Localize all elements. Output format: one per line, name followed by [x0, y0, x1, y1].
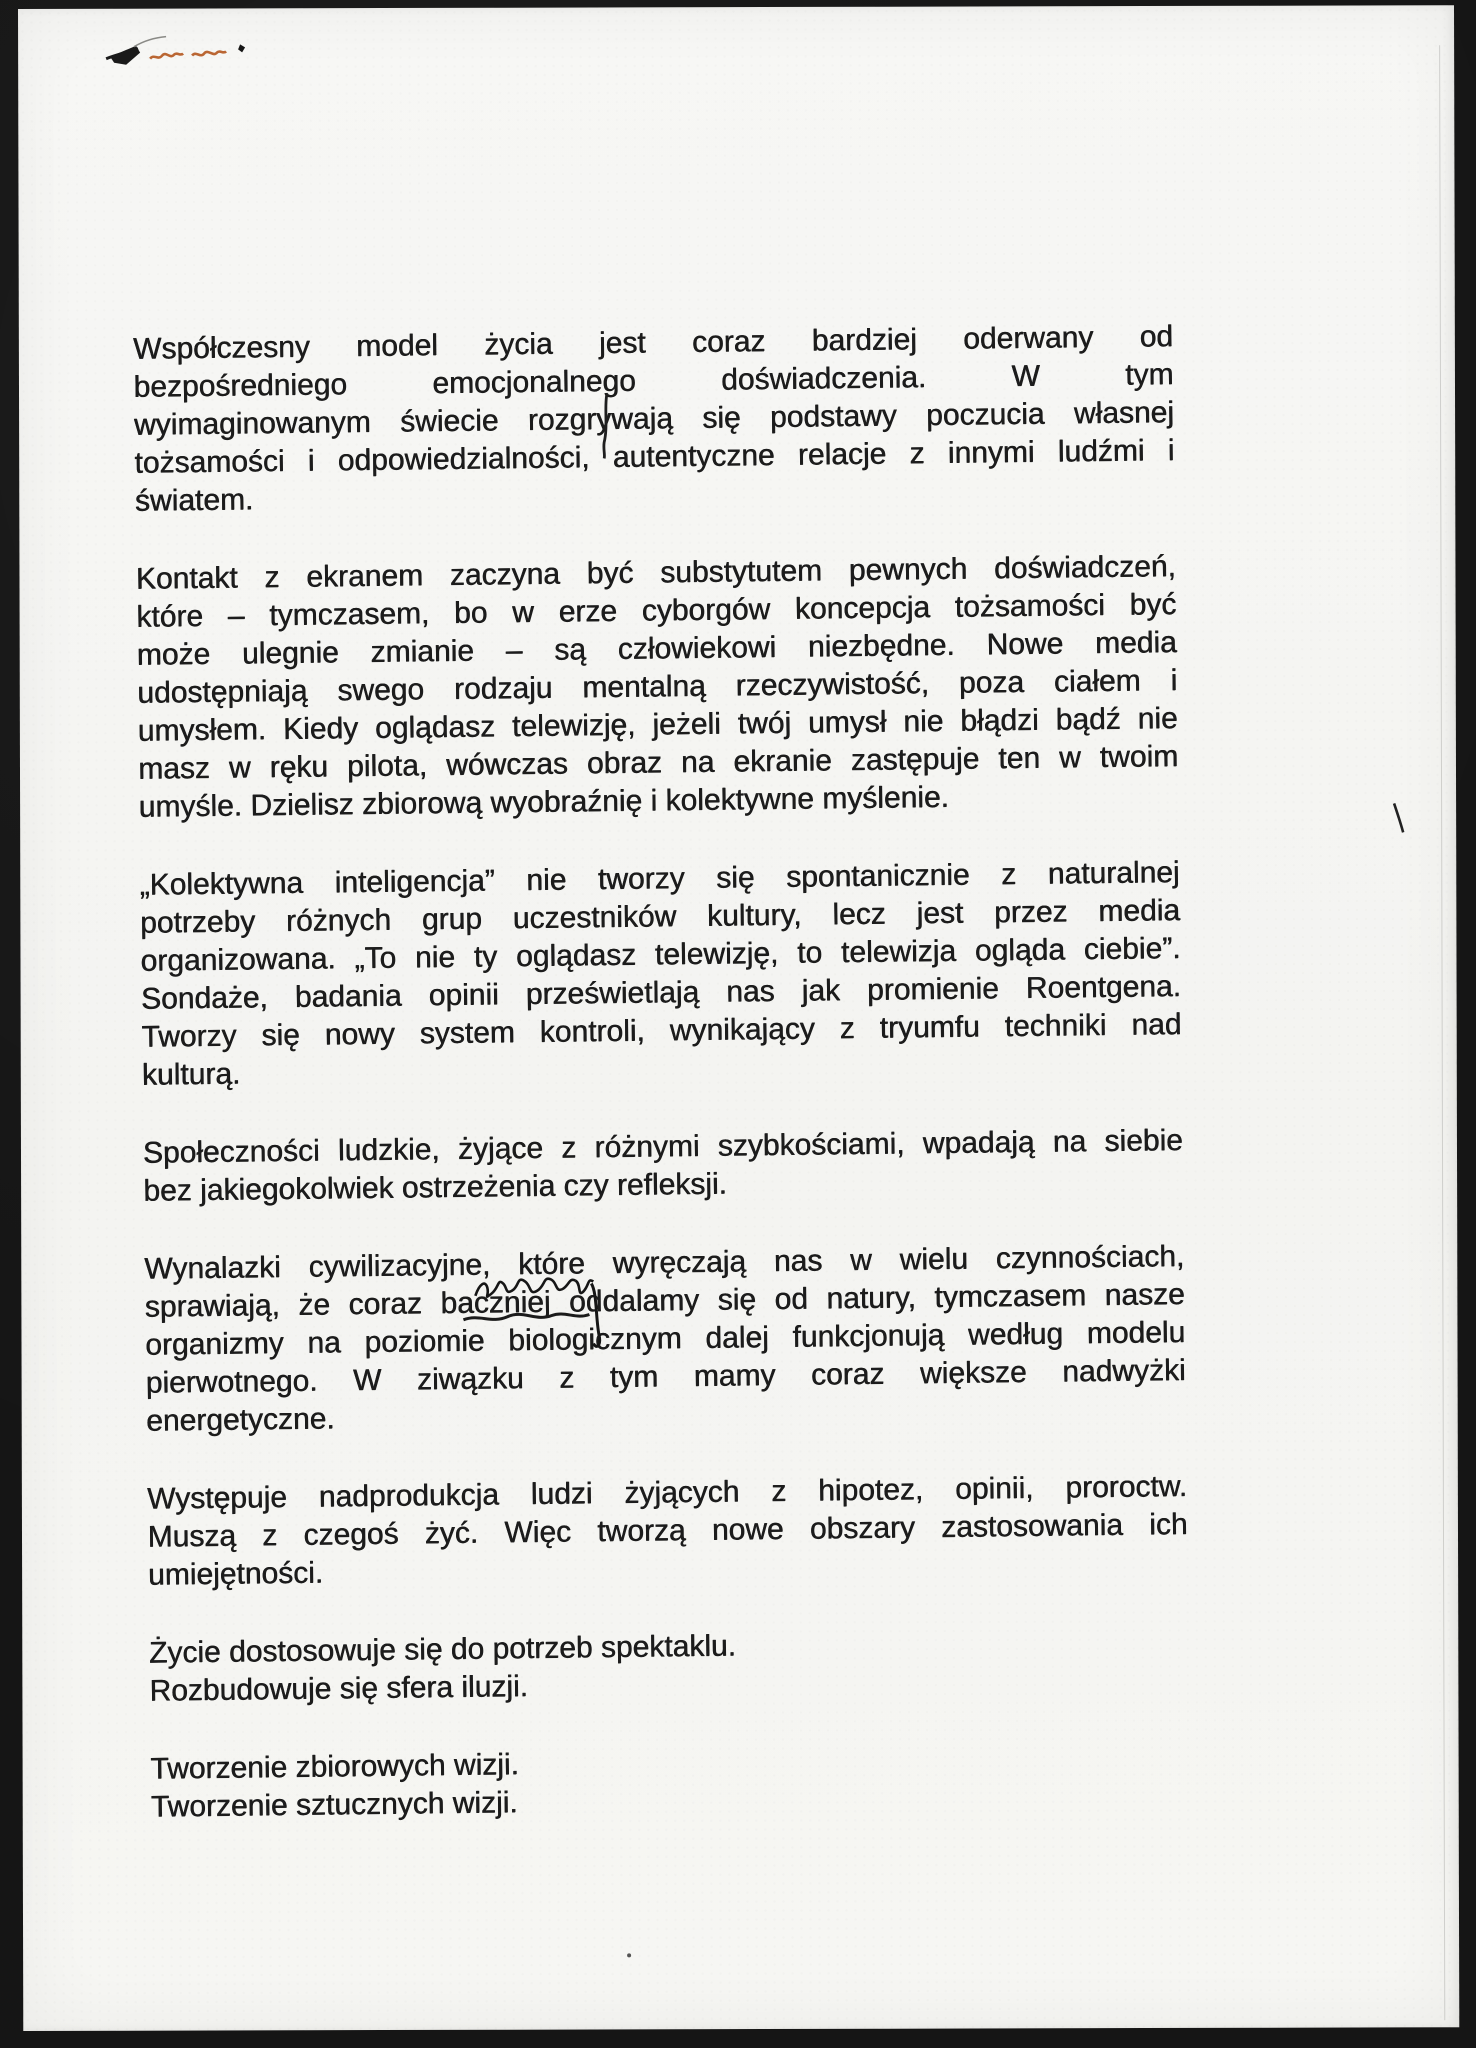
- text-line: pierwotnego. W ziwązku z tym mamy coraz większe nadwyżki: [145, 1353, 1186, 1400]
- text-line: Wynalazki cywilizacyjne, które wyręczają nas w wielu czynnościach,: [144, 1239, 1185, 1286]
- handwritten-correction-mark: [457, 1253, 657, 1364]
- text-line: Współczesny model życia jest coraz bardziej oderwany od: [132, 319, 1174, 366]
- paragraph: [144, 1238, 1186, 1441]
- text-line: tożsamości i odpowiedzialności, autentyczne relacje z innymi ludźmi i: [134, 433, 1175, 480]
- document-text: [133, 318, 1191, 1827]
- text-line: potrzeby różnych grup uczestników kultury, lecz jest przez media: [139, 893, 1181, 940]
- text-line: światem.: [134, 483, 254, 518]
- text-line: udostępniają swego rodzaju mentalną rzeczywistość, poza ciałem i: [137, 663, 1178, 710]
- text-line: Tworzy się nowy system kontroli, wynikający z tryumfu techniki nad: [141, 1007, 1182, 1054]
- text-line: kulturą.: [141, 1057, 241, 1092]
- text-line: umiejętności.: [147, 1556, 324, 1592]
- text-line: umysłem. Kiedy oglądasz telewizję, jeżeli twój umysł nie błądzi bądź nie: [137, 701, 1178, 748]
- page-edge-line: [1439, 45, 1445, 2020]
- margin-pen-mark: [1390, 801, 1406, 835]
- text-line: Sondaże, badania opinii prześwietlają nas jak promienie Roentgena.: [140, 969, 1182, 1016]
- text-line: Występuje nadprodukcja ludzi żyjących z hipotez, opinii, proroctw.: [146, 1469, 1188, 1516]
- dust-speck: [627, 1953, 631, 1957]
- ink-smudge-mark: [96, 26, 276, 88]
- paragraph: [149, 1622, 1190, 1711]
- text-line: Życie dostosowuje się do potrzeb spektaklu.: [148, 1629, 737, 1670]
- text-line: Kontakt z ekranem zaczyna być substytutem pewnych doświadczeń,: [135, 549, 1177, 596]
- paragraph: [139, 854, 1182, 1095]
- text-line: Muszą z czegoś żyć. Więc tworzą nowe obszary zastosowania ich: [147, 1507, 1188, 1554]
- pen-stroke-mark: [599, 392, 613, 460]
- paragraph: [150, 1738, 1191, 1827]
- text-line: może ulegnie zmianie – są człowiekowi niezbędne. Nowe media: [136, 625, 1177, 672]
- text-line: organizmy na poziomie biologicznym dalej funkcjonują według modelu: [145, 1315, 1186, 1362]
- scanned-page: [18, 5, 1459, 2031]
- text-line: bezpośredniego emocjonalnego doświadczenia. W tym: [133, 357, 1174, 404]
- text-line: bez jakiegokolwiek ostrzeżenia czy refleksji.: [143, 1167, 728, 1208]
- paragraph: [133, 318, 1175, 521]
- text-line: masz w ręku pilota, wówczas obraz na ekranie zastępuje ten w twoim: [137, 739, 1179, 786]
- text-line: sprawiają, że coraz baczniej oddalamy się od natury, tymczasem nasze: [144, 1277, 1185, 1324]
- text-line: Społeczności ludzkie, żyjące z różnymi szybkościami, wpadają na siebie: [142, 1123, 1184, 1170]
- text-line: „Kolektywna inteligencja” nie tworzy się spontanicznie z naturalnej: [139, 855, 1180, 902]
- text-line: Tworzenie zbiorowych wizji.: [150, 1748, 520, 1786]
- paragraph: [136, 548, 1179, 827]
- text-line: które – tymczasem, bo w erze cyborgów koncepcja tożsamości być: [136, 587, 1177, 634]
- text-line: organizowana. „To nie ty oglądasz telewizję, to telewizja ogląda ciebie”.: [140, 931, 1181, 978]
- text-line: energetyczne.: [145, 1402, 335, 1438]
- paragraph: [143, 1122, 1184, 1211]
- text-line: wyimaginowanym świecie rozgrywają się podstawy poczucia własnej: [133, 395, 1175, 442]
- text-line: umyśle. Dzielisz zbiorową wyobraźnię i kolektywne myślenie.: [138, 780, 950, 824]
- text-line: Tworzenie sztucznych wizji.: [150, 1786, 518, 1824]
- paragraph: [147, 1468, 1188, 1595]
- text-line: Rozbudowuje się sfera iluzji.: [149, 1669, 529, 1708]
